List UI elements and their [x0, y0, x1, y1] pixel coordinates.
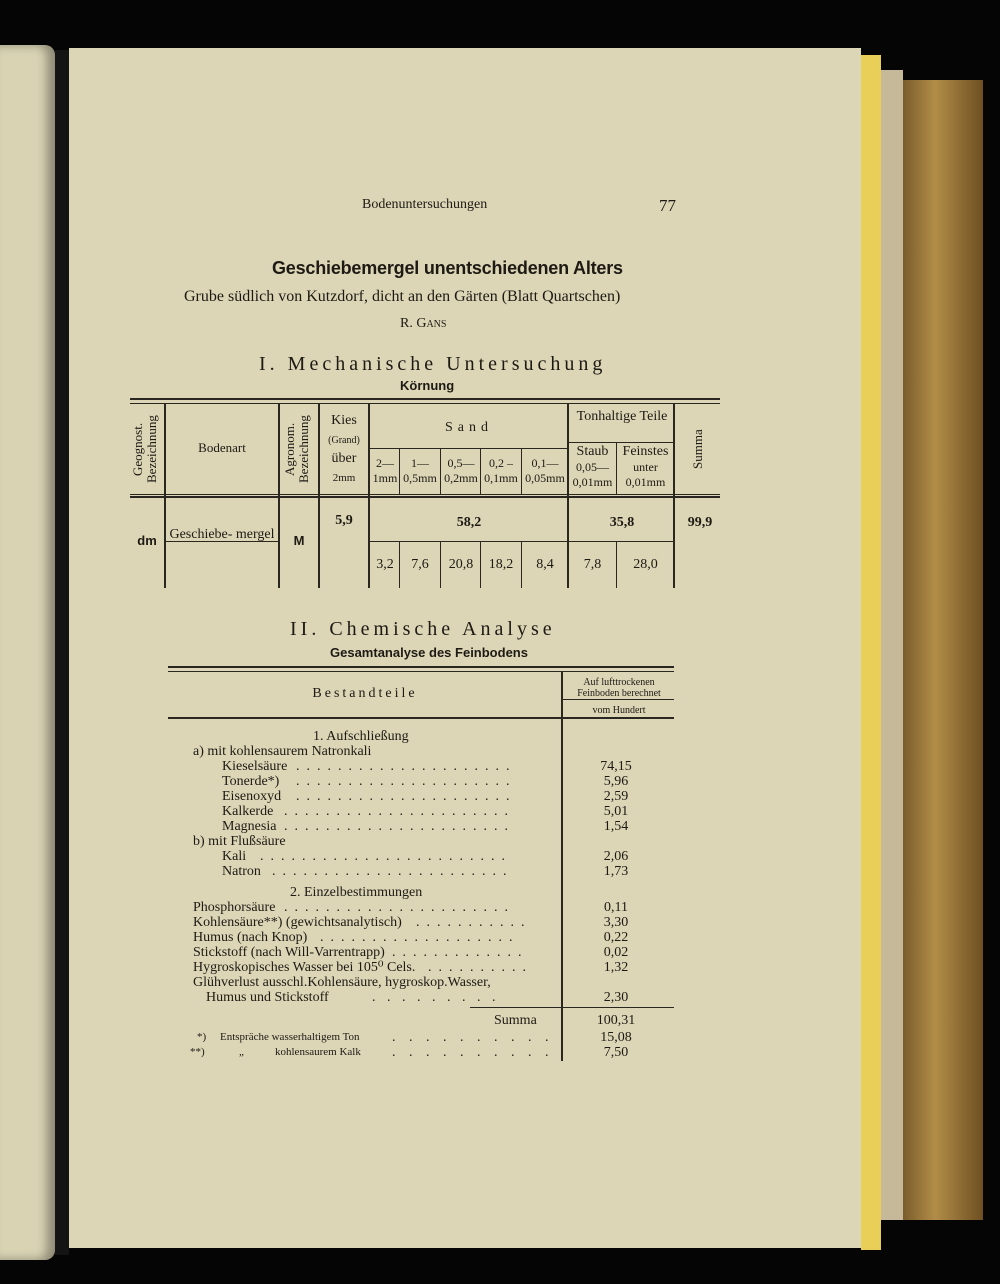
analysis-row-label: Hygroskopisches Wasser bei 105⁰ Cels.: [193, 960, 416, 975]
analysis-row-label: Magnesia: [222, 819, 277, 834]
analysis-row-value: 0,02: [603, 945, 629, 960]
summa-value: 100,31: [596, 1013, 636, 1028]
analysis-row: Kieselsäure . . . . . . . . . . . . . . . . . . . . . 74,15: [0, 759, 794, 774]
analysis-row-value: 74,15: [600, 759, 632, 774]
analysis-row-value: 1,54: [603, 819, 629, 834]
analysis-row-value: 2,06: [603, 849, 629, 864]
summa-label: Summa: [494, 1013, 537, 1028]
cell-geognost: dm: [137, 533, 157, 548]
sub-b-heading: b) mit Flußsäure: [193, 834, 286, 849]
col-agronom-header: Agronom. Bezeichnung: [282, 415, 311, 483]
cell-ton-2: 28,0: [633, 557, 658, 572]
page-stack-edge: [861, 55, 881, 1250]
analysis-row-value: 0,11: [604, 900, 628, 915]
footnote-1-mark: *): [197, 1031, 207, 1043]
analysis-row-value: 1,32: [603, 960, 629, 975]
cell-ton-1: 7,8: [583, 557, 602, 572]
analysis-row-value: 3,30: [603, 915, 629, 930]
page-title: Geschiebemergel unentschiedenen Alters: [272, 258, 623, 278]
col-bodenart-header: Bodenart: [198, 440, 246, 455]
analysis-row: Kohlensäure**) (gewichtsanalytisch) . . . . . . . . . . . 3,30: [0, 915, 794, 930]
analysis-row: Natron . . . . . . . . . . . . . . . . . . . . . . . 1,73: [0, 864, 794, 879]
analysis-row: Kali . . . . . . . . . . . . . . . . . . . . . . . . 2,06: [0, 849, 794, 864]
analysis-row-label: Tonerde*): [222, 774, 280, 789]
analysis-row-label: Natron: [222, 864, 261, 879]
group2-heading: 2. Einzelbestimmungen: [290, 885, 423, 900]
col-staub-header: Staub: [576, 444, 609, 459]
analysis-row-value: 0,22: [603, 930, 629, 945]
cell-sand-3: 20,8: [448, 557, 474, 572]
sand-sub-4: 0,2 – 0,1mm: [484, 456, 518, 485]
group1-heading: 1. Aufschließung: [313, 729, 409, 744]
sub-a-heading: a) mit kohlensaurem Natronkali: [193, 744, 372, 759]
page-number: 77: [659, 196, 676, 215]
analysis-row: Hygroskopisches Wasser bei 105⁰ Cels. . . . . . . . . . . 1,32: [0, 960, 794, 975]
cell-agronom: M: [293, 533, 305, 548]
col-right-header-1: Auf lufttrockenen: [583, 677, 655, 688]
analysis-row-label: Humus (nach Knop): [193, 930, 308, 945]
analysis-row-label: Kieselsäure: [222, 759, 288, 774]
footnote-2-ditto: „: [239, 1046, 244, 1058]
analysis-row: Phosphorsäure . . . . . . . . . . . . . . . . . . . . . . 0,11: [0, 900, 794, 915]
col-right-unit: vom Hundert: [592, 705, 646, 716]
page-stack-shadow: [881, 70, 903, 1220]
cell-bodenart: Geschiebe- mergel: [169, 527, 275, 542]
footnote-1-value: 15,08: [600, 1030, 632, 1045]
book-cover-edge: [903, 80, 983, 1220]
subtitle: Grube südlich von Kutzdorf, dicht an den Gärten (Blatt Quartschen): [184, 288, 621, 305]
analysis-row-label: Stickstoff (nach Will-Varrentrapp): [193, 945, 385, 960]
analysis-row-label: Kohlensäure**) (gewichtsanalytisch): [193, 915, 402, 930]
col-ton-header: Tonhaltige Teile: [576, 409, 668, 424]
col-sand-header: Sand: [445, 420, 493, 435]
analysis-row: Stickstoff (nach Will-Varrentrapp) . . . . . . . . . . . . . 0,02: [0, 945, 794, 960]
left-page-edge: [0, 45, 55, 1260]
analysis-row-label: Eisenoxyd: [222, 789, 282, 804]
section1-heading: I. Mechanische Untersuchung: [259, 353, 607, 375]
analysis-row-label: Kali: [222, 849, 247, 864]
cell-sand-5: 8,4: [536, 557, 554, 572]
analysis-row-label: Kalkerde: [222, 804, 274, 819]
cell-sand-2: 7,6: [411, 557, 429, 572]
analysis-row-label: Phosphorsäure: [193, 900, 276, 915]
section1-subheading: Körnung: [400, 378, 455, 393]
analysis-row: Magnesia . . . . . . . . . . . . . . . . . . . . . . 1,54: [0, 819, 794, 834]
cell-sand-total: 58,2: [456, 515, 482, 530]
section2-heading: II. Chemische Analyse: [290, 618, 556, 640]
gluehverlust-value: 2,30: [603, 990, 629, 1005]
sand-sub-1: 2— 1mm: [372, 456, 398, 485]
col-bestandteile-header: Bestandteile: [312, 686, 418, 701]
footnote-2-value: 7,50: [603, 1045, 629, 1060]
analysis-row: Eisenoxyd . . . . . . . . . . . . . . . . . . . . . 2,59: [0, 789, 794, 804]
col-right-header-2: Feinboden berechnet: [577, 688, 661, 699]
footnote-2-mark: **): [190, 1046, 205, 1058]
col-summa-header: Summa: [690, 429, 705, 469]
cell-kies: 5,9: [335, 513, 353, 528]
cell-sand-4: 18,2: [488, 557, 514, 572]
running-title: Bodenuntersuchungen: [362, 197, 488, 212]
book-gutter: [55, 50, 69, 1255]
col-feinstes-range: unter 0,01mm: [625, 460, 666, 489]
gluehverlust-label-2: Humus und Stickstoff: [206, 990, 329, 1005]
analysis-row-value: 5,96: [603, 774, 629, 789]
analysis-row: Tonerde*) . . . . . . . . . . . . . . . . . . . . . 5,96: [0, 774, 794, 789]
sand-sub-3: 0,5— 0,2mm: [444, 456, 478, 485]
gluehverlust-label-1: Glühverlust ausschl.Kohlensäure, hygroskop.Wasser,: [193, 975, 491, 990]
col-staub-range: 0,05— 0,01mm: [572, 460, 613, 489]
analysis-row: Humus (nach Knop) . . . . . . . . . . . . . . . . . . . 0,22: [0, 930, 794, 945]
section2-subheading: Gesamtanalyse des Feinbodens: [330, 645, 528, 660]
footnote-1-text: Entspräche wasserhaltigem Ton: [220, 1031, 360, 1043]
cell-summa: 99,9: [687, 515, 713, 530]
analysis-row-value: 1,73: [603, 864, 629, 879]
col-feinstes-header: Feinstes: [622, 444, 669, 459]
analysis-row: Kalkerde . . . . . . . . . . . . . . . . . . . . . . 5,01: [0, 804, 794, 819]
analysis-row-value: 2,59: [603, 789, 629, 804]
col-geognost-header: Geognost. Bezeichnung: [130, 415, 159, 483]
author: R. Gans: [400, 316, 447, 331]
cell-ton-total: 35,8: [609, 515, 635, 530]
cell-sand-1: 3,2: [376, 557, 394, 572]
footnote-2-text: kohlensaurem Kalk: [275, 1046, 361, 1058]
sand-sub-5: 0,1— 0,05mm: [525, 456, 565, 485]
sand-sub-2: 1— 0,5mm: [403, 456, 437, 485]
analysis-row-value: 5,01: [603, 804, 629, 819]
